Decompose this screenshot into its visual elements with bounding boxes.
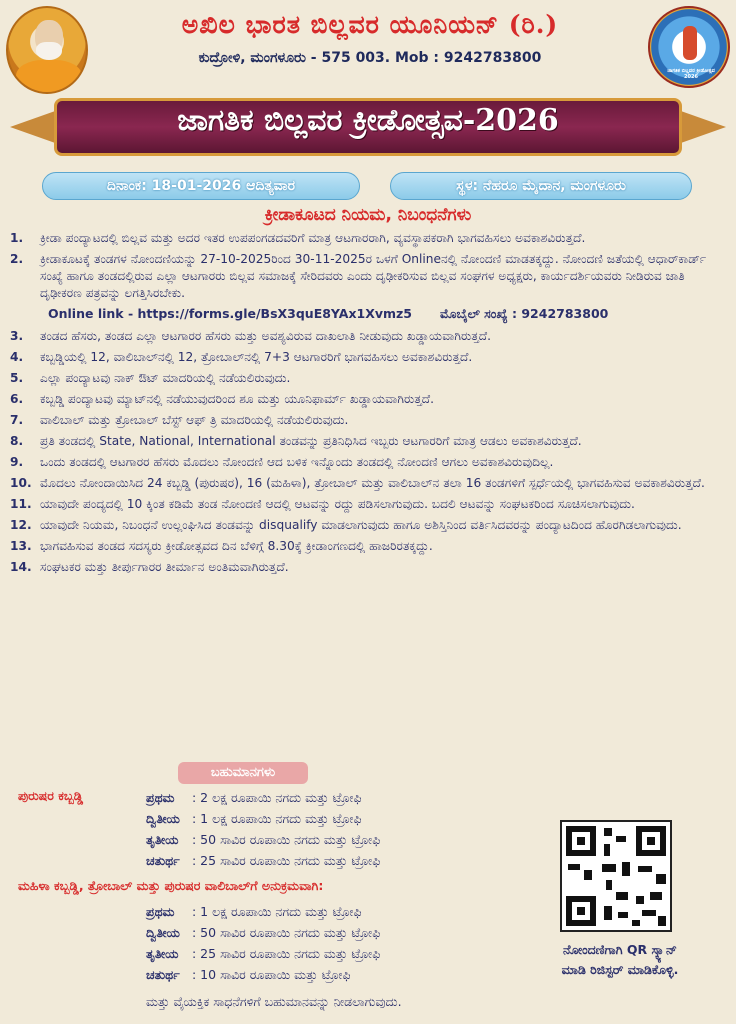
rule-item: 4. ಕಬ್ಬಡ್ಡಿಯಲ್ಲಿ 12, ವಾಲಿಬಾಲ್‌ನಲ್ಲಿ 12, ತ್ರೋಬಾಲ್‌ನಲ್ಲಿ 7+3 ಆಟಗಾರರಿಗೆ ಭಾಗವಹಿಸಲು ಅವಕಾಶವಿರುತ್ತದೆ. xyxy=(10,350,473,364)
qr-caption: ನೋಂದಣಿಗಾಗಿ QR ಸ್ಕ್ಯಾನ್ ಮಾಡಿ ರಿಜಿಸ್ಟರ್ ಮಾಡಿಕೊಳ್ಳಿ. xyxy=(561,942,679,977)
rule-item: 6. ಕಬ್ಬಡ್ಡಿ ಪಂದ್ಯಾಟವು ಮ್ಯಾಟ್‌ನಲ್ಲಿ ನಡೆಯುವುದರಿಂದ ಶೂ ಮತ್ತು ಯೂನಿಫಾರ್ಮ್ ಖಡ್ಡಾಯವಾಗಿರುತ್ತದೆ. xyxy=(10,392,435,406)
rule-item: 7. ವಾಲಿಬಾಲ್ ಮತ್ತು ತ್ರೋಬಾಲ್ ಬೆಸ್ಟ್ ಆಫ್ ತ್ರಿ ಮಾದರಿಯಲ್ಲಿ ನಡೆಯಲಿರುವುದು. xyxy=(10,413,349,427)
event-date: ದಿನಾಂಕ: 18-01-2026 ಆದಿತ್ಯವಾರ xyxy=(42,172,360,200)
prize-line: ಚತುರ್ಥ : 10 ಸಾವಿರ ರೂಪಾಯಿ ಮತ್ತು ಟ್ರೋಫಿ xyxy=(146,967,351,982)
event-emblem-logo xyxy=(648,6,730,88)
org-title: ಅಖಿಲ ಭಾರತ ಬಿಲ್ಲವರ ಯೂನಿಯನ್ (ರಿ.) xyxy=(181,10,559,39)
rule-item: 14. ಸಂಘಟಕರ ಮತ್ತು ತೀರ್ಪುಗಾರರ ತೀರ್ಮಾನ ಅಂತಿಮವಾಗಿರುತ್ತದೆ. xyxy=(10,560,289,574)
prize-line: ಪ್ರಥಮ : 1 ಲಕ್ಷ ರೂಪಾಯಿ ನಗದು ಮತ್ತು ಟ್ರೋಫಿ xyxy=(146,904,362,919)
rule-item: 11. ಯಾವುದೇ ಪಂದ್ಯದಲ್ಲಿ 10 ಕ್ಕಿಂತ ಕಡಿಮೆ ತಂಡ ನೋಂದಣಿ ಆದಲ್ಲಿ ಆಟವನ್ನು ರದ್ದು ಪಡಿಸಲಾಗುವುದು. ಬದಲಿ ಆಟವನ್ನು ಸಂಘಟಕರಿಂದ ಸೂಚಿಸಲಾಗುವುದು. xyxy=(10,497,635,511)
rule-item: 10. ಮೊದಲು ನೋಂದಾಯಿಸಿದ 24 ಕಬ್ಬಡ್ಡಿ (ಪುರುಷರ), 16 (ಮಹಿಳಾ), ತ್ರೋಬಾಲ್ ಮತ್ತು ವಾಲಿಬಾಲ್‌ನ ತಲಾ 16 ತಂಡಗಳಿಗೆ ಸ್ಪರ್ಧೆಯಲ್ಲಿ ಭಾಗವಹಿಸುವ ಅವಕಾಶವಿರುತ್ತದೆ. xyxy=(10,476,705,490)
org-address: ಕುದ್ರೋಳಿ, ಮಂಗಳೂರು - 575 003. Mob : 9242783800 xyxy=(198,50,542,66)
prizes-heading: ಬಹುಮಾನಗಳು xyxy=(178,762,308,784)
online-link[interactable]: Online link - https://forms.gle/BsX3quE8YAx1Xvmz5 xyxy=(48,306,413,321)
rule-item: 13. ಭಾಗವಹಿಸುವ ತಂಡದ ಸದಸ್ಯರು ಕ್ರೀಡೋತ್ಸವದ ದಿನ ಬೆಳಿಗ್ಗೆ 8.30ಕ್ಕೆ ಕ್ರೀಡಾಂಗಣದಲ್ಲಿ ಹಾಜರಿರತಕ್ಕದ್ದು. xyxy=(10,539,433,553)
prize-category-men-kabaddi: ಪುರುಷರ ಕಬ್ಬಡ್ಡಿ xyxy=(18,788,84,803)
rules-heading: ಕ್ರೀಡಾಕೂಟದ ನಿಯಮ, ನಿಬಂಧನೆಗಳು xyxy=(264,205,472,225)
rule-item: 3. ತಂಡದ ಹೆಸರು, ತಂಡದ ಎಲ್ಲಾ ಆಟಗಾರರ ಹೆಸರು ಮತ್ತು ಅವಶ್ಯವಿರುವ ದಾಖಲಾತಿ ನೀಡುವುದು ಖಡ್ಡಾಯವಾಗಿರುತ್ತದೆ. xyxy=(10,329,492,343)
rule-item: 8. ಪ್ರತಿ ತಂಡದಲ್ಲಿ State, National, International ತಂಡವನ್ನು ಪ್ರತಿನಿಧಿಸಿದ ಇಬ್ಬರು ಆಟಗಾರರಿಗೆ ಮಾತ್ರ ಆಡಲು ಅವಕಾಶವಿರುತ್ತದೆ. xyxy=(10,434,582,448)
rule-item: 9. ಒಂದು ತಂಡದಲ್ಲಿ ಆಟಗಾರರ ಹೆಸರು ಮೊದಲು ನೋಂದಣಿ ಆದ ಬಳಿಕ ಇನ್ನೊಂದು ತಂಡದಲ್ಲಿ ನೋಂದಣಿ ಆಗಲು ಅವಕಾಶವಿರುವುದಿಲ್ಲ. xyxy=(10,455,554,469)
prize-category-others: ಮಹಿಳಾ ಕಬ್ಬಡ್ಡಿ, ತ್ರೋಬಾಲ್ ಮತ್ತು ಪುರುಷರ ವಾಲಿಬಾಲ್‌ಗೆ ಅನುಕ್ರಮವಾಗಿ: xyxy=(18,878,324,893)
prize-line: ದ್ವಿತೀಯ : 50 ಸಾವಿರ ರೂಪಾಯಿ ನಗದು ಮತ್ತು ಟ್ರೋಫಿ xyxy=(146,925,381,940)
rules-list xyxy=(10,230,726,580)
prize-line: ತೃತೀಯ : 25 ಸಾವಿರ ರೂಪಾಯಿ ನಗದು ಮತ್ತು ಟ್ರೋಫಿ xyxy=(146,946,381,961)
guru-portrait-image xyxy=(6,6,88,94)
prize-line: ದ್ವಿತೀಯ : 1 ಲಕ್ಷ ರೂಪಾಯಿ ನಗದು ಮತ್ತು ಟ್ರೋಫಿ xyxy=(146,811,362,826)
mobile-number: ಮೊಬೈಲ್ ಸಂಖ್ಯೆ : 9242783800 xyxy=(440,306,609,321)
event-venue: ಸ್ಥಳ: ನೆಹರೂ ಮೈದಾನ, ಮಂಗಳೂರು xyxy=(390,172,692,200)
event-banner xyxy=(10,94,726,160)
rule-item: 2. ಕ್ರೀಡಾಕೂಟಕ್ಕೆ ತಂಡಗಳ ನೋಂದಣಿಯನ್ನು 27-10-2025ರಿಂದ 30-11-2025ರ ಒಳಗೆ Onlineನಲ್ಲಿ ನೋಂದಣಿ ಮಾಡತಕ್ಕದ್ದು. ನೋಂದಣಿ ಜತೆಯಲ್ಲಿ ಆಧಾರ್‌ಕಾರ್ಡ್ ಸಂಖ್ಯೆ ಹಾಗೂ ತಂಡದಲ್ಲಿರುವ ಎಲ್ಲಾ ಆಟಗಾರರು ಬಿಲ್ಲವ ಸಮಾಜಕ್ಕೆ ಸೇರಿದವರು ಎಂದು ದೃಢೀಕರಿಸುವ ಬಿಲ್ಲವ ಸಂಘಗಳ ಅಧ್ಯಕ್ಷರು, ಕಾರ್ಯದರ್ಶಿಯವರು ನೀಡಿರುವ ಜಾತಿ ದೃಢೀಕರಣ ಪತ್ರವನ್ನು ಲಗತ್ತಿಸಿರಬೇಕು. xyxy=(10,252,707,300)
rule-item: 5. ಎಲ್ಲಾ ಪಂದ್ಯಾಟವು ನಾಕ್ ಔಟ್ ಮಾದರಿಯಲ್ಲಿ ನಡೆಯಲಿರುವುದು. xyxy=(10,371,291,385)
online-registration xyxy=(48,305,726,322)
registration-qr-code[interactable] xyxy=(560,820,672,932)
rule-item: 12. ಯಾವುದೇ ನಿಯಮ, ನಿಬಂಧನೆ ಉಲ್ಲಂಘಿಸಿದ ತಂಡವನ್ನು disqualify ಮಾಡಲಾಗುವುದು ಹಾಗೂ ಅಶಿಸ್ತಿನಿಂದ ವರ್ತಿಸಿದವರನ್ನು ಪಂದ್ಯಾಟದಿಂದ ಹೊರಗಿಡಲಾಗುವುದು. xyxy=(10,518,682,532)
athlete-icon xyxy=(683,26,697,60)
banner-ribbon-left xyxy=(10,110,58,144)
banner-ribbon-right xyxy=(678,110,726,144)
prize-line: ತೃತೀಯ : 50 ಸಾವಿರ ರೂಪಾಯಿ ನಗದು ಮತ್ತು ಟ್ರೋಫಿ xyxy=(146,832,381,847)
event-title: ಜಾಗತಿಕ ಬಿಲ್ಲವರ ಕ್ರೀಡೋತ್ಸವ-2026 xyxy=(177,103,559,138)
rule-item: 1. ಕ್ರೀಡಾ ಪಂದ್ಯಾಟದಲ್ಲಿ ಬಿಲ್ಲವ ಮತ್ತು ಅದರ ಇತರ ಉಪಪಂಗಡದವರಿಗೆ ಮಾತ್ರ ಆಟಗಾರರಾಗಿ, ವ್ಯವಸ್ಥಾಪಕರಾಗಿ ಭಾಗವಹಿಸಲು ಅವಕಾಶವಿರುತ್ತದೆ. xyxy=(10,231,586,245)
prize-line: ಚತುರ್ಥ : 25 ಸಾವಿರ ರೂಪಾಯಿ ನಗದು ಮತ್ತು ಟ್ರೋಫಿ xyxy=(146,853,381,868)
emblem-caption: ಜಾಗತಿಕ ಬಿಲ್ಲವರ ಕ್ರೀಡೋತ್ಸವ 2026 xyxy=(667,68,715,80)
prize-note: ಮತ್ತು ವೈಯಕ್ತಿಕ ಸಾಧನೆಗಳಿಗೆ ಬಹುಮಾನವನ್ನು ನೀಡಲಾಗುವುದು. xyxy=(146,994,402,1009)
prize-line: ಪ್ರಥಮ : 2 ಲಕ್ಷ ರೂಪಾಯಿ ನಗದು ಮತ್ತು ಟ್ರೋಫಿ xyxy=(146,790,362,805)
